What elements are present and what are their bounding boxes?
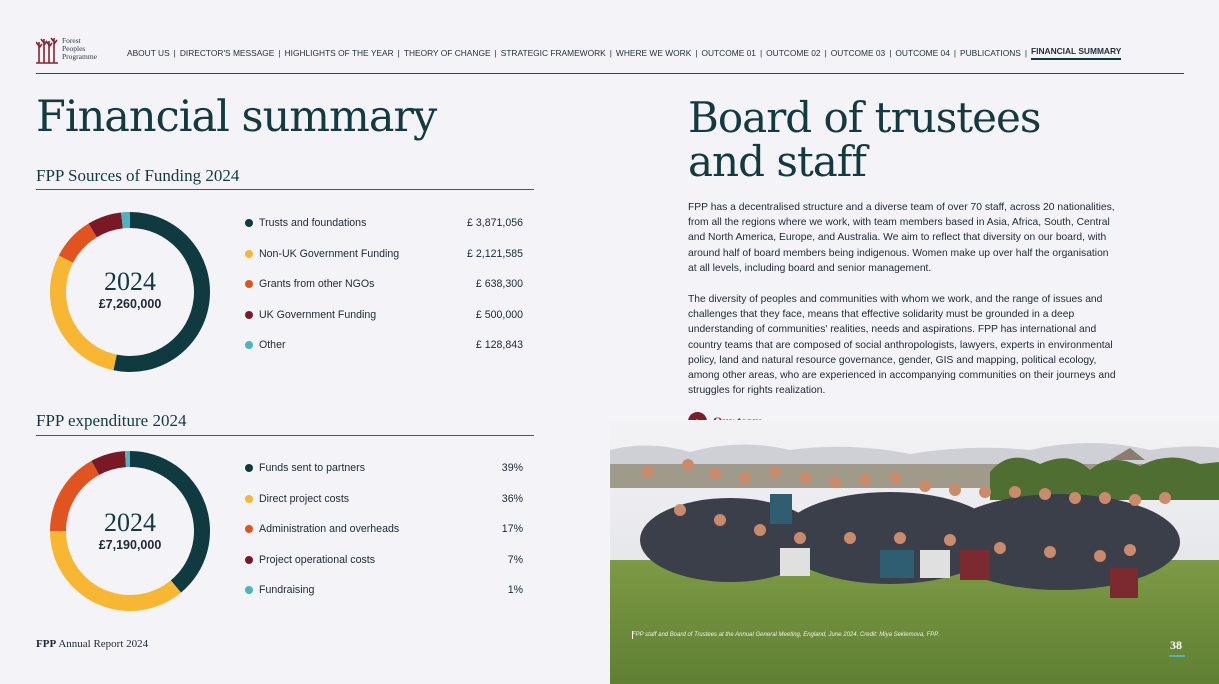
nav-item-outcome-04[interactable]: OUTCOME 04: [895, 48, 950, 58]
nav-separator: |: [1024, 48, 1028, 58]
footer-bold: FPP: [36, 638, 57, 650]
nav-separator: |: [609, 48, 612, 58]
funding-legend-label: UK Government Funding: [259, 309, 377, 321]
board-paragraph-1: FPP has a decentralised structure and a diverse team of over 70 staff, across 20 nationalities, from all the regions where we work, with team members based in Asia, Africa, South, Central and North America, Europe, and Australia. We aim to reflect that diversity on our board, with around half of board members being indigenous. Women make up over half the organisation at all levels, including board and senior management.: [688, 202, 1115, 274]
expenditure-legend-swatch: [245, 525, 253, 533]
funding-legend-label: Other: [259, 339, 286, 351]
funding-legend-label: Trusts and foundations: [259, 217, 367, 229]
nav-item-director-s-message[interactable]: DIRECTOR'S MESSAGE: [179, 48, 275, 58]
funding-legend-swatch: [245, 250, 253, 258]
logo-text: [62, 37, 97, 61]
page-title: Financial summary: [36, 92, 437, 142]
funding-total: £7,260,000: [98, 297, 162, 311]
top-navigation: [127, 46, 1121, 60]
nav-item-highlights-of-the-year[interactable]: HIGHLIGHTS OF THE YEAR: [284, 48, 394, 58]
funding-legend-row: [245, 337, 523, 353]
funding-divider: [36, 189, 534, 190]
expenditure-legend-label: Administration and overheads: [259, 523, 400, 535]
nav-separator: |: [397, 48, 400, 58]
logo-line-2: Peoples: [62, 44, 86, 53]
funding-legend-swatch: [245, 341, 253, 349]
expenditure-legend-label: Project operational costs: [259, 554, 376, 566]
funding-legend-value: £ 3,871,056: [467, 217, 523, 229]
expenditure-legend-swatch: [245, 495, 253, 503]
nav-separator: |: [953, 48, 957, 58]
expenditure-legend-value: 17%: [501, 523, 523, 535]
expenditure-legend-swatch: [245, 464, 253, 472]
expenditure-year: 2024: [104, 508, 156, 537]
nav-item-financial-summary[interactable]: FINANCIAL SUMMARY: [1031, 46, 1121, 60]
expenditure-legend-label: Direct project costs: [259, 493, 350, 505]
nav-item-where-we-work[interactable]: WHERE WE WORK: [615, 48, 692, 58]
funding-donut-slice: [59, 224, 97, 263]
expenditure-legend-row: [245, 521, 523, 537]
funding-legend-value: £ 638,300: [475, 278, 523, 290]
header-divider: [36, 73, 1184, 74]
funding-heading: FPP Sources of Funding 2024: [36, 166, 240, 185]
nav-item-theory-of-change[interactable]: THEORY OF CHANGE: [403, 48, 491, 58]
funding-legend-value: £ 128,843: [475, 339, 523, 351]
funding-legend-row: [245, 276, 523, 292]
funding-legend-value: £ 2,121,585: [467, 248, 523, 260]
nav-separator: |: [494, 48, 497, 58]
nav-item-about-us[interactable]: ABOUT US: [127, 48, 170, 58]
expenditure-legend-row: [245, 582, 523, 598]
funding-legend-label: Non-UK Government Funding: [259, 248, 400, 260]
expenditure-legend-swatch: [245, 556, 253, 564]
page-number-underline: [1169, 655, 1185, 657]
nav-separator: |: [278, 48, 281, 58]
funding-legend-row: [245, 246, 523, 262]
staff-group-photo: [610, 420, 1219, 684]
expenditure-legend-value: 36%: [501, 493, 523, 505]
board-title-line-2: and staff: [688, 137, 866, 186]
nav-item-outcome-02[interactable]: OUTCOME 02: [766, 48, 821, 58]
expenditure-divider: [36, 435, 534, 436]
nav-separator: |: [824, 48, 827, 58]
funding-legend-swatch: [245, 280, 253, 288]
board-paragraph-2: The diversity of peoples and communities with whom we work, and the range of issues and challenges that they face, means that effective solidarity must be grounded in a deep understanding of communities' realities, needs and aspirations. FPP has international and country teams that are composed of social anthropologists, lawyers, experts in environmental policy, land and natural resource governance, gender, GIS and mapping, political ecology, among other areas, who are experienced in accompanying communities on their journeys and struggles for rights realization.: [688, 294, 1116, 397]
expenditure-legend-value: 39%: [501, 462, 523, 474]
report-footer: [36, 638, 148, 650]
expenditure-legend-label: Funds sent to partners: [259, 462, 365, 474]
nav-separator: |: [695, 48, 698, 58]
funding-donut-center: [50, 268, 210, 311]
forest-trees-logo-icon: [36, 36, 58, 64]
expenditure-legend-row: [245, 491, 523, 507]
expenditure-donut-center: [50, 509, 210, 552]
nav-item-outcome-03[interactable]: OUTCOME 03: [830, 48, 886, 58]
footer-text: Annual Report 2024: [56, 638, 149, 650]
photo-caption: FPP staff and Board of Trustees at the Annual General Meeting, England, June 2024. Credit: Miya Seklemova, FPP.: [632, 632, 940, 638]
board-title: [688, 93, 1041, 186]
funding-legend-row: [245, 215, 523, 231]
nav-item-outcome-01[interactable]: OUTCOME 01: [701, 48, 756, 58]
funding-legend-swatch: [245, 311, 253, 319]
expenditure-legend-label: Fundraising: [259, 584, 315, 596]
expenditure-legend-row: [245, 552, 523, 568]
nav-separator: |: [759, 48, 763, 58]
logo-line-1: Forest: [62, 36, 81, 45]
page-number: 38: [1170, 638, 1182, 652]
expenditure-legend-value: 7%: [507, 554, 523, 566]
funding-year: 2024: [104, 267, 156, 296]
fpp-logo[interactable]: [36, 36, 97, 64]
expenditure-heading: FPP expenditure 2024: [36, 411, 187, 430]
expenditure-legend-swatch: [245, 586, 253, 594]
expenditure-total: £7,190,000: [98, 538, 162, 552]
funding-legend-row: [245, 307, 523, 323]
board-title-line-1: Board of trustees: [688, 93, 1041, 142]
nav-item-publications[interactable]: PUBLICATIONS: [960, 48, 1021, 58]
expenditure-legend-value: 1%: [507, 584, 523, 596]
funding-legend-swatch: [245, 219, 253, 227]
funding-legend-label: Grants from other NGOs: [259, 278, 375, 290]
nav-separator: |: [173, 48, 176, 58]
expenditure-legend-row: [245, 460, 523, 476]
nav-separator: |: [889, 48, 892, 58]
logo-line-3: Programme: [62, 52, 97, 61]
nav-item-strategic-framework[interactable]: STRATEGIC FRAMEWORK: [500, 48, 606, 58]
funding-legend-value: £ 500,000: [475, 309, 523, 321]
